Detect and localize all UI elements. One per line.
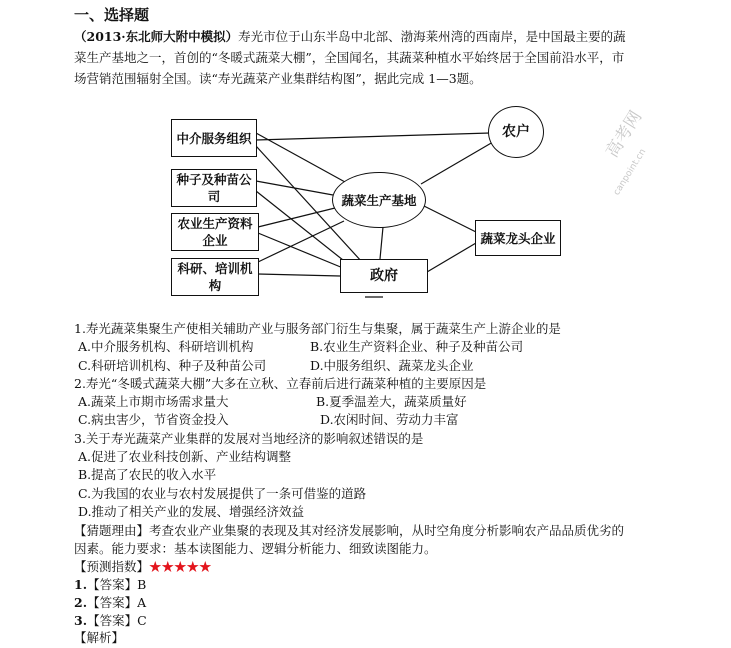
box-leading-enterprise: 蔬菜龙头企业 [475, 220, 561, 256]
answer-1: 1.【答案】B [74, 577, 147, 592]
intro-line-1: （2013·东北师大附中模拟）寿光市位于山东半岛中北部、渤海莱州湾的西南岸，是中国最主要的蔬 [74, 29, 626, 44]
box-intermediary-org: 中介服务组织 [171, 119, 257, 157]
intro-line-3: 场营销范围辐射全国。读“寿光蔬菜产业集群结构图”，据此完成 1—3题。 [74, 71, 482, 86]
line-gov-longtou [427, 243, 476, 272]
q2-option-d: D.农闲时间、劳动力丰富 [320, 412, 459, 427]
q2-option-c: C.病虫害少，节省资金投入 [78, 412, 229, 427]
q3-option-a: A.促进了农业科技创新、产业结构调整 [78, 449, 292, 464]
line-box4-gov [258, 274, 340, 276]
q3-option-c: C.为我国的农业与农村发展提供了一条可借鉴的道路 [78, 486, 367, 501]
line-box1-center [256, 133, 345, 182]
q2-option-b: B.夏季温差大，蔬菜质量好 [316, 394, 467, 409]
watermark-cn: 高考网 [602, 107, 647, 162]
answer-3: 3.【答案】C [74, 613, 147, 628]
reason-line-2: 因素。能力要求：基本读图能力、逻辑分析能力、细致读图能力。 [74, 541, 437, 556]
q1-option-d: D.中服务组织、蔬菜龙头企业 [310, 358, 474, 373]
q1-option-b: B.农业生产资料企业、种子及种苗公司 [310, 339, 524, 354]
box-agri-material-enterprise: 农业生产资料企业 [171, 213, 259, 251]
line-center-farmer [421, 142, 493, 184]
q1-option-c: C.科研培训机构、种子及种苗公司 [78, 358, 267, 373]
q3-option-d: D.推动了相关产业的发展、增强经济效益 [78, 504, 305, 519]
box-seed-company: 种子及种苗公司 [171, 169, 257, 207]
q1-stem: 1.寿光蔬菜集聚生产使相关辅助产业与服务部门衍生与集聚，属于蔬菜生产上游企业的是 [74, 321, 561, 336]
q1-option-a: A.中介服务机构、科研培训机构 [78, 339, 254, 354]
intro-source: （2013·东北师大附中模拟） [74, 29, 239, 44]
ellipse-vegetable-base: 蔬菜生产基地 [332, 172, 426, 228]
line-center-longtou [424, 206, 476, 232]
q3-option-b: B.提高了农民的收入水平 [78, 467, 217, 482]
intro-line-2: 菜生产基地之一，首创的“冬暖式蔬菜大棚”，全国闻名，其蔬菜种植水平始终居于全国前沿水平，市 [74, 50, 625, 65]
box-research-training: 科研、培训机构 [171, 258, 259, 296]
line-box1-farmer [256, 133, 490, 140]
prediction-label: 【预测指数】 [74, 559, 150, 574]
answer-2: 2.【答案】A [74, 595, 147, 610]
q2-stem: 2.寿光“冬暖式蔬菜大棚”大多在立秋、立春前后进行蔬菜种植的主要原因是 [74, 376, 487, 391]
analysis-heading: 【解析】 [74, 630, 125, 645]
q3-stem: 3.关于寿光蔬菜产业集群的发展对当地经济的影响叙述错误的是 [74, 431, 424, 446]
line-box2-center [256, 181, 333, 195]
cluster-diagram [0, 0, 731, 320]
prediction-stars-icon: ★★★★★ [149, 559, 212, 574]
reason-line-1: 【猜题理由】考查农业产业集聚的表现及其对经济发展影响，从时空角度分析影响农产品品质优劣的 [74, 523, 625, 538]
q2-option-a: A.蔬菜上市期市场需求量大 [78, 394, 229, 409]
box-government: 政府 [340, 259, 428, 293]
ellipse-farmer: 农户 [488, 106, 544, 158]
section-title: 一、选择题 [74, 6, 150, 24]
watermark-en: canpoint.cn [612, 147, 649, 198]
line-box3-center [258, 208, 335, 227]
line-center-gov [380, 227, 383, 259]
